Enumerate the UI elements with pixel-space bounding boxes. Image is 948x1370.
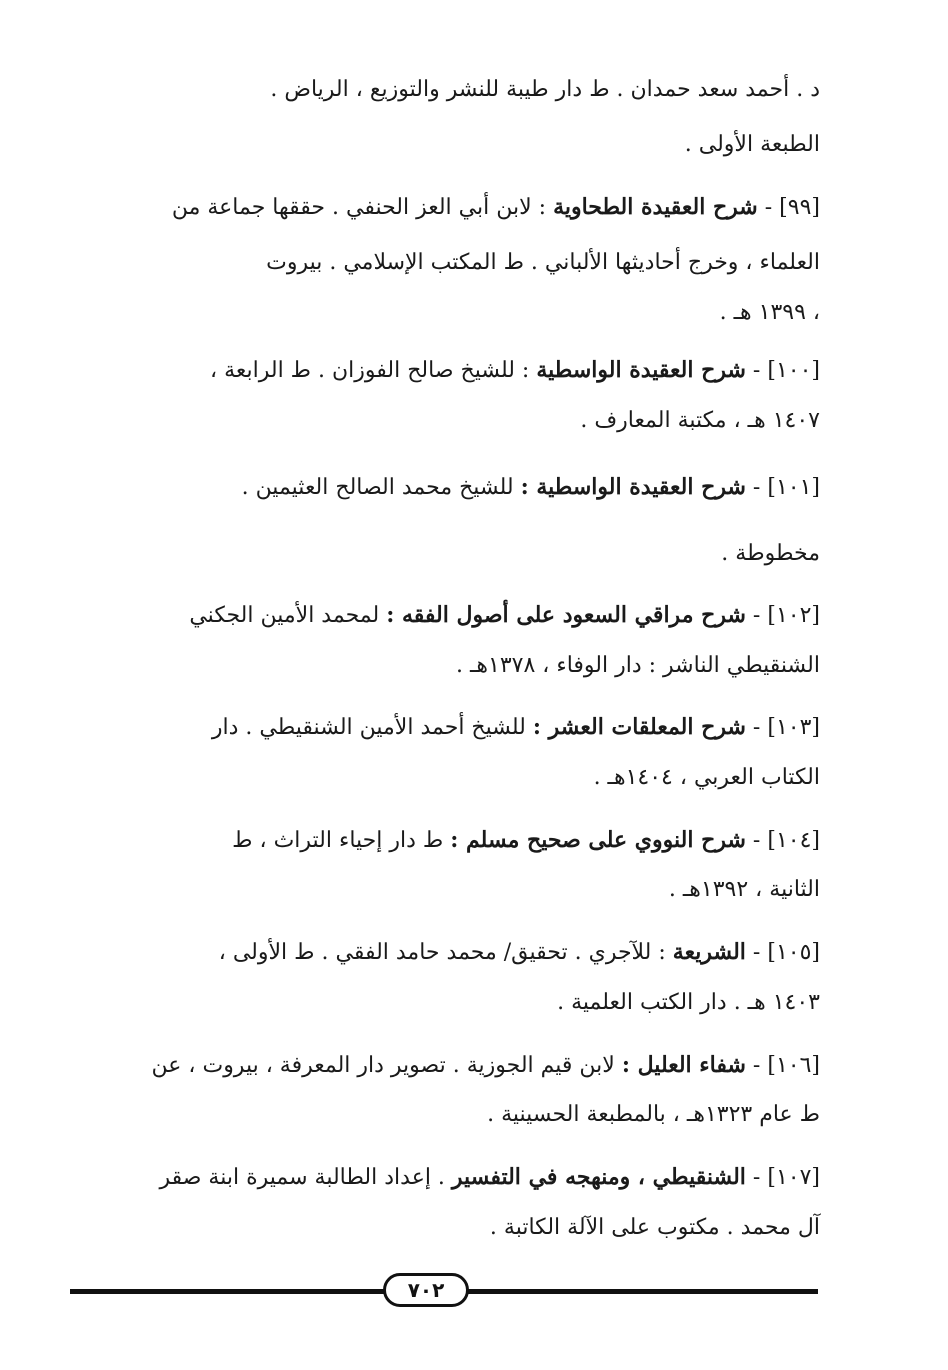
entry-number: [١٠٥] bbox=[767, 940, 820, 965]
entry-102-first-line: [١٠٢] - شرح مراقي السعود على أصول الفقه : لمحمد الأمين الجكني bbox=[189, 602, 820, 628]
entry-number: [١٠٤] bbox=[767, 828, 820, 853]
entry-details: : للآجري . تحقيق/ محمد حامد الفقي . ط الأولى ، bbox=[218, 940, 666, 965]
entry-title: شفاء العليل : bbox=[621, 1052, 746, 1078]
entry-100-cont-1: ١٤٠٧ هـ ، مكتبة المعارف . bbox=[580, 408, 820, 433]
entry-number: [١٠٧] bbox=[767, 1165, 820, 1190]
page-number-text: ٧٠٢ bbox=[407, 1278, 445, 1302]
entry-details: للشيخ أحمد الأمين الشنقيطي . دار bbox=[211, 715, 526, 740]
entry-title: الشنقيطي ، ومنهجه في التفسير bbox=[451, 1164, 746, 1190]
entry-105-cont-1: ١٤٠٣ هـ . دار الكتب العلمية . bbox=[557, 990, 820, 1015]
entry-100-first-line: [١٠٠] - شرح العقيدة الواسطية : للشيخ صالح الفوزان . ط الرابعة ، bbox=[210, 357, 820, 383]
entry-title: شرح مراقي السعود على أصول الفقه : bbox=[386, 602, 746, 628]
entry-title: شرح العقيدة الطحاوية bbox=[553, 194, 758, 220]
page-number bbox=[383, 1273, 469, 1307]
entry-details: للشيخ محمد الصالح العثيمين . bbox=[241, 475, 514, 500]
entry-104-first-line: [١٠٤] - شرح النووي على صحيح مسلم : ط دار إحياء التراث ، ط bbox=[232, 827, 820, 853]
intro-line-2: الطبعة الأولى . bbox=[684, 132, 820, 157]
entry-number: [١٠١] bbox=[767, 475, 820, 500]
intro-line-1: د . أحمد سعد حمدان . ط دار طيبة للنشر والتوزيع ، الرياض . bbox=[270, 77, 820, 102]
entry-99-cont-2: ، ١٣٩٩ هـ . bbox=[719, 300, 820, 325]
entry-details: لمحمد الأمين الجكني bbox=[189, 603, 380, 628]
entry-99-first-line: [٩٩] - شرح العقيدة الطحاوية : لابن أبي العز الحنفي . حققها جماعة من bbox=[171, 194, 820, 220]
entry-106-cont-1: ط عام ١٣٢٣هـ ، بالمطبعة الحسينية . bbox=[487, 1102, 820, 1127]
entry-details: : لابن أبي العز الحنفي . حققها جماعة من bbox=[171, 195, 547, 220]
entry-101-cont-1: مخطوطة . bbox=[721, 541, 820, 566]
entry-number: [١٠٢] bbox=[767, 603, 820, 628]
entry-number: [١٠٣] bbox=[767, 715, 820, 740]
entry-99-cont-1: العلماء ، وخرج أحاديثها الألباني . ط المكتب الإسلامي . بيروت bbox=[266, 250, 820, 275]
entry-104-cont-1: الثانية ، ١٣٩٢هـ . bbox=[668, 877, 820, 902]
entry-107-first-line: [١٠٧] - الشنقيطي ، ومنهجه في التفسير . إعداد الطالبة سميرة ابنة صقر bbox=[159, 1164, 820, 1190]
entry-details: : للشيخ صالح الفوزان . ط الرابعة ، bbox=[210, 358, 530, 383]
entry-title: شرح النووي على صحيح مسلم : bbox=[450, 827, 746, 853]
entry-title: شرح المعلقات العشر : bbox=[532, 714, 746, 740]
entry-101-first-line: [١٠١] - شرح العقيدة الواسطية : للشيخ محمد الصالح العثيمين . bbox=[241, 474, 820, 500]
entry-details: . إعداد الطالبة سميرة ابنة صقر bbox=[159, 1165, 445, 1190]
entry-102-cont-1: الشنقيطي الناشر : دار الوفاء ، ١٣٧٨هـ . bbox=[455, 653, 820, 678]
entry-number: [٩٩] bbox=[779, 195, 820, 220]
entry-107-cont-1: آل محمد . مكتوب على الآلة الكاتبة . bbox=[489, 1215, 820, 1240]
entry-details: لابن قيم الجوزية . تصوير دار المعرفة ، بيروت ، عن bbox=[151, 1053, 615, 1078]
entry-106-first-line: [١٠٦] - شفاء العليل : لابن قيم الجوزية . تصوير دار المعرفة ، بيروت ، عن bbox=[151, 1052, 820, 1078]
entry-number: [١٠٦] bbox=[767, 1053, 820, 1078]
entry-details: ط دار إحياء التراث ، ط bbox=[232, 828, 444, 853]
entry-number: [١٠٠] bbox=[767, 358, 820, 383]
entry-105-first-line: [١٠٥] - الشريعة : للآجري . تحقيق/ محمد حامد الفقي . ط الأولى ، bbox=[218, 939, 820, 965]
entry-title: شرح العقيدة الواسطية : bbox=[520, 474, 746, 500]
entry-103-cont-1: الكتاب العربي ، ١٤٠٤هـ . bbox=[593, 765, 820, 790]
entry-title: الشريعة bbox=[672, 939, 746, 965]
entry-title: شرح العقيدة الواسطية bbox=[536, 357, 746, 383]
entry-103-first-line: [١٠٣] - شرح المعلقات العشر : للشيخ أحمد الأمين الشنقيطي . دار bbox=[211, 714, 820, 740]
